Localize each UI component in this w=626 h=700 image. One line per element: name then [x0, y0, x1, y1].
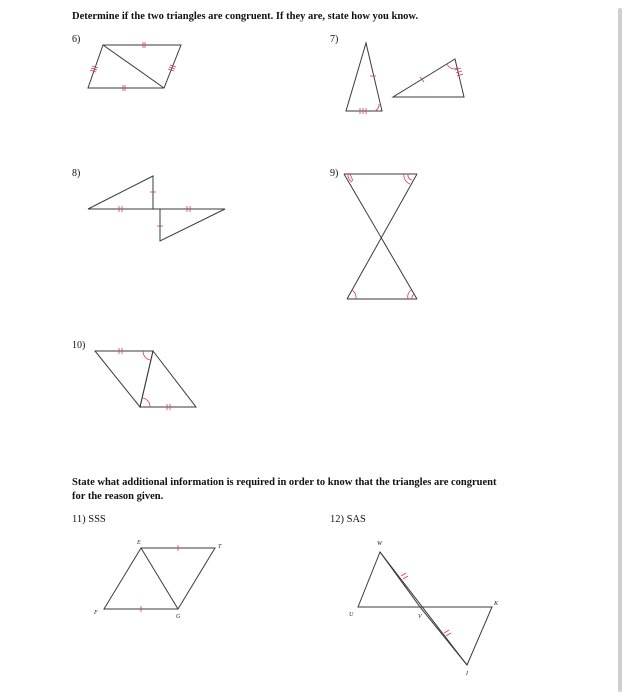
label-G: G — [176, 614, 181, 620]
label-W: W — [377, 541, 382, 547]
label-T: T — [218, 544, 222, 550]
label-V: V — [418, 614, 422, 620]
label-U: U — [349, 612, 354, 618]
label-I: I — [466, 671, 468, 677]
section2-instruction-line2: for the reason given. — [72, 491, 164, 502]
problem-8-number: 8) — [72, 168, 81, 179]
label-F: F — [94, 610, 98, 616]
section2-instruction-line1: State what additional information is required in order to know that the triangles are congruent — [72, 477, 497, 488]
vertical-scrollbar[interactable] — [618, 8, 622, 692]
instruction-heading: Determine if the two triangles are congruent. If they are, state how you know. — [72, 11, 419, 22]
problem-10-number: 10) — [72, 340, 86, 351]
label-K: K — [494, 601, 499, 607]
problem-6-number: 6) — [72, 34, 81, 45]
problem-12-triangles — [349, 541, 499, 677]
problem-7-number: 7) — [330, 34, 339, 45]
problem-9-number: 9) — [330, 168, 339, 179]
problem-12-heading: 12) SAS — [330, 514, 366, 525]
problem-11-heading: 11) SSS — [72, 514, 106, 525]
label-E: E — [137, 540, 141, 546]
